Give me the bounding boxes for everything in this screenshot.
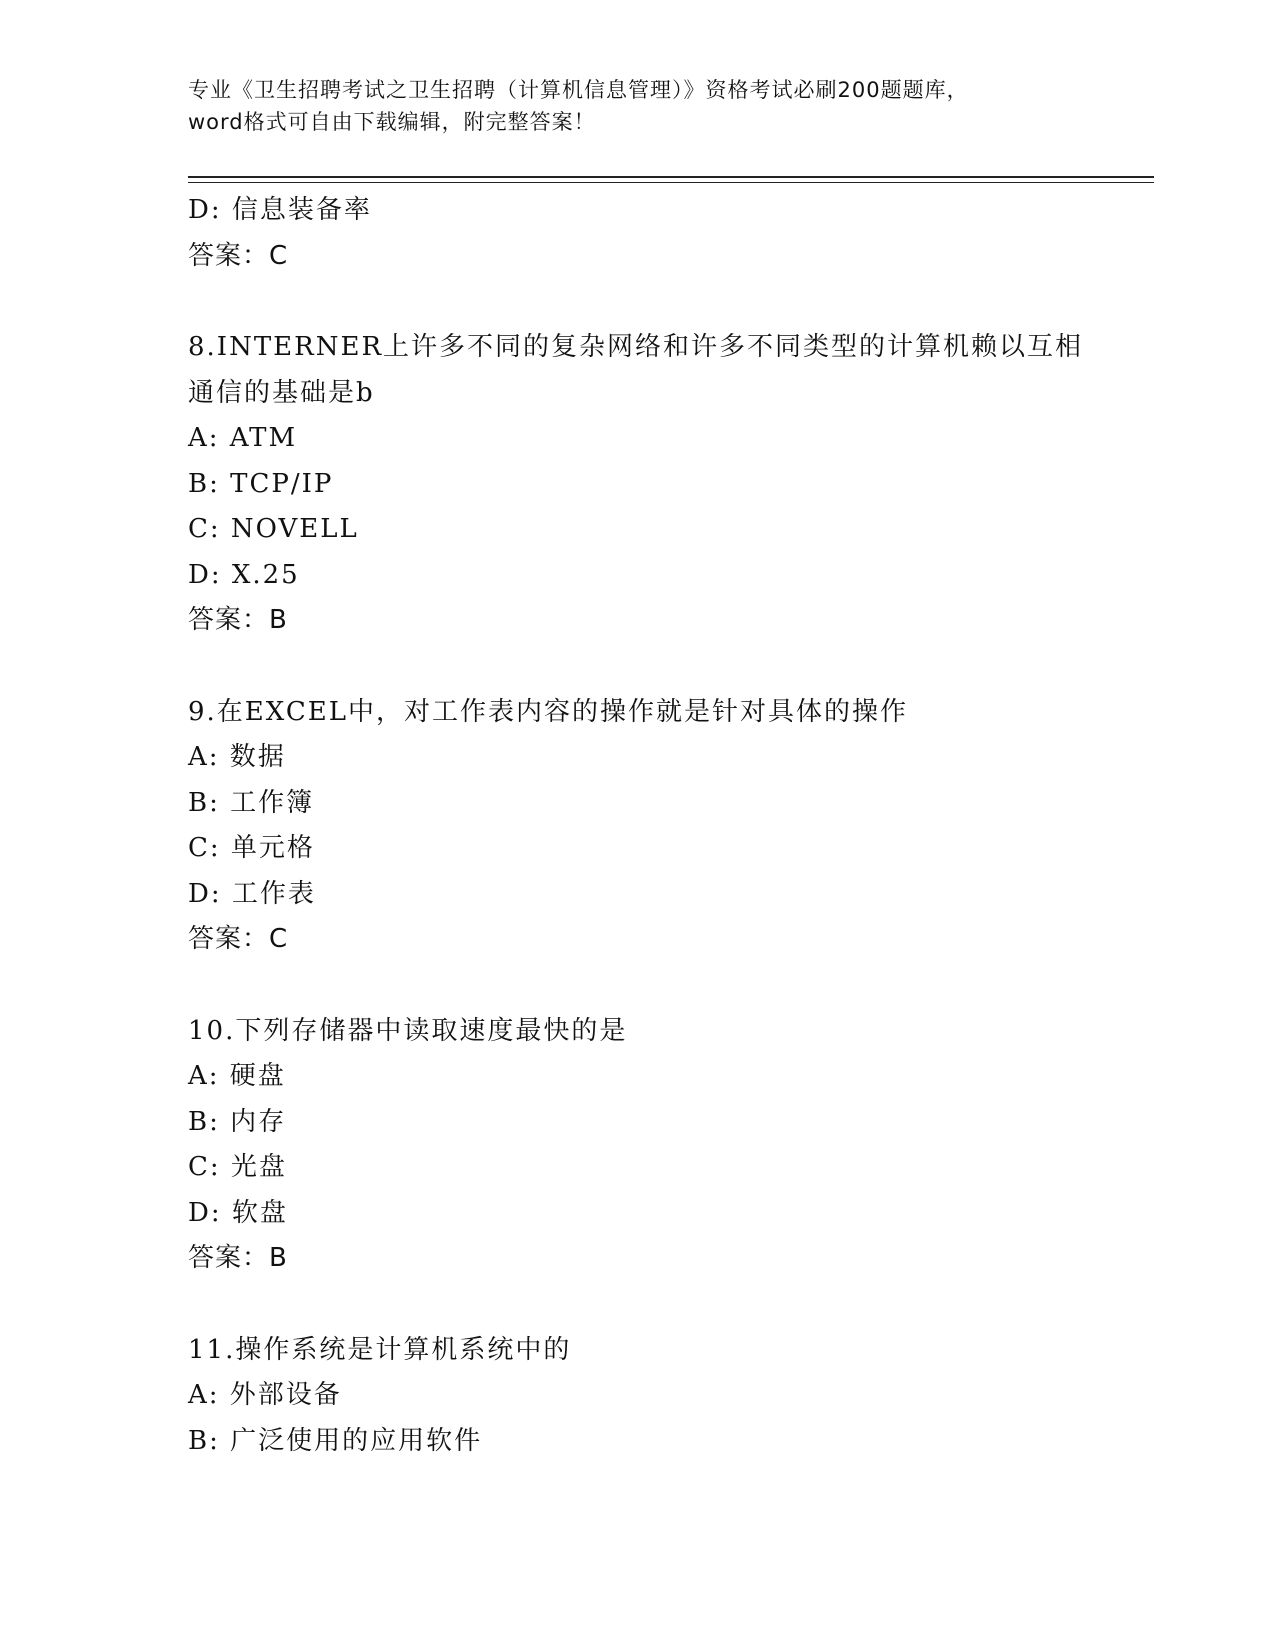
- question-8-option-b: B: TCP/IP: [188, 468, 334, 499]
- spacer: [188, 1282, 1108, 1328]
- question-8-stem-line-1: 8.INTERNER上许多不同的复杂网络和许多不同类型的计算机赖以互相: [188, 332, 1084, 362]
- question-10: [188, 1009, 1108, 1282]
- question-8-answer: 答案：B: [188, 605, 288, 635]
- question-10-option-a: A: 硬盘: [188, 1061, 286, 1091]
- spacer: [188, 279, 1108, 325]
- question-10-option-d: D: 软盘: [188, 1197, 288, 1228]
- question-8-option-a: A: ATM: [188, 423, 298, 453]
- question-7-answer: 答案：C: [188, 240, 289, 271]
- question-8-option-c: C: NOVELL: [188, 514, 359, 544]
- question-9-option-b: B: 工作簿: [188, 787, 315, 818]
- question-11-option-a: A: 外部设备: [188, 1380, 342, 1410]
- question-9-stem: 9.在EXCEL中，对工作表内容的操作就是针对具体的操作: [188, 696, 908, 727]
- spacer: [188, 644, 1108, 690]
- question-11-stem: 11.操作系统是计算机系统中的: [188, 1334, 572, 1365]
- document-header: [188, 74, 1088, 138]
- spacer: [188, 963, 1108, 1009]
- question-7-tail: [188, 188, 1108, 279]
- question-9: [188, 690, 1108, 963]
- question-9-option-a: A: 数据: [188, 742, 286, 772]
- question-9-option-c: C: 单元格: [188, 833, 315, 863]
- question-11: [188, 1328, 1108, 1465]
- header-title-line-2: word格式可自由下载编辑，附完整答案！: [188, 110, 596, 134]
- question-9-option-d: D: 工作表: [188, 878, 316, 909]
- question-8-option-d: D: X.25: [188, 559, 300, 590]
- header-title-line-1: 专业《卫生招聘考试之卫生招聘（计算机信息管理）》资格考试必刷200题题库，: [188, 78, 969, 102]
- header-divider-thin: [188, 182, 1154, 183]
- question-8-stem-line-2: 通信的基础是b: [188, 377, 375, 408]
- question-9-answer: 答案：C: [188, 924, 289, 954]
- question-list: [188, 188, 1108, 1464]
- question-10-stem: 10.下列存储器中读取速度最快的是: [188, 1015, 628, 1046]
- question-10-answer: 答案：B: [188, 1243, 288, 1273]
- question-10-option-b: B: 内存: [188, 1106, 287, 1137]
- question-8: [188, 325, 1108, 644]
- header-divider-thick: [188, 176, 1154, 178]
- question-10-option-c: C: 光盘: [188, 1152, 287, 1182]
- question-11-option-b: B: 广泛使用的应用软件: [188, 1425, 483, 1456]
- question-7-option-d: D: 信息装备率: [188, 195, 372, 225]
